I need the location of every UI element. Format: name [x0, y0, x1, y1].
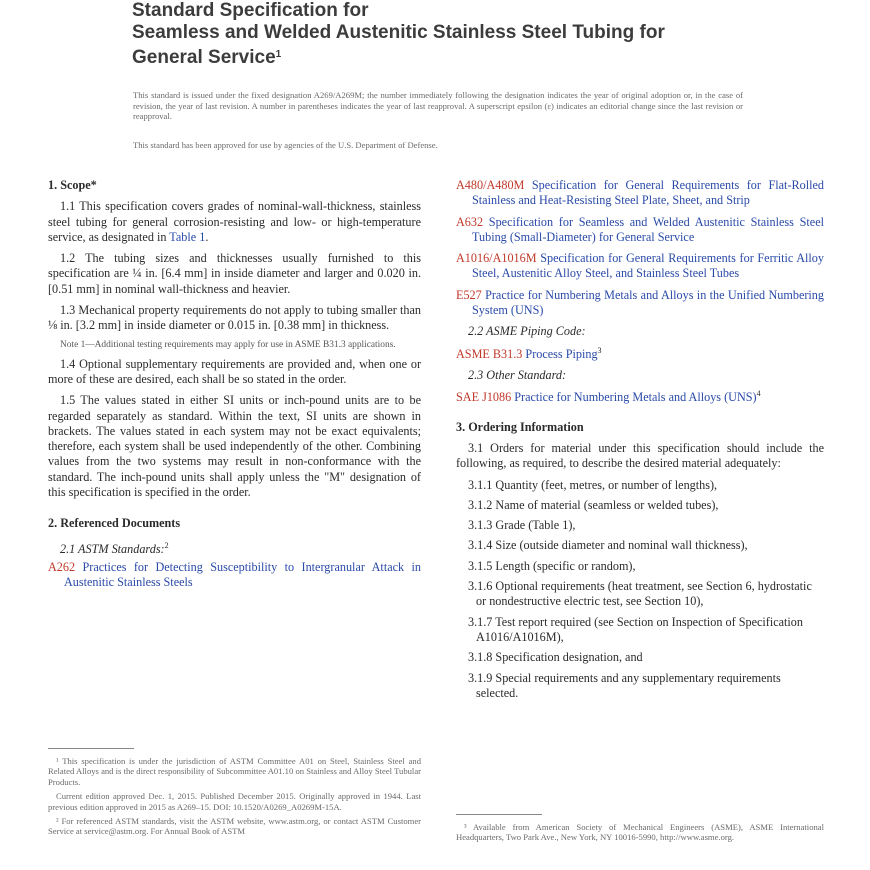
reference-title[interactable]: Practice for Numbering Metals and Alloys in the Unified Numbering System (UNS)	[472, 287, 824, 318]
para-1-3: 1.3 Mechanical property requirements do not apply to tubing smaller than ⅛ in. [3.2 mm] in inside diameter or 0.015 in. [0.38 mm] in thickness.	[48, 303, 421, 333]
para-1-4: 1.4 Optional supplementary requirements are provided and, when one or more of these are desired, each shall be so stated in the order.	[48, 356, 421, 386]
ordering-items	[456, 478, 824, 702]
reference-sae-j1086[interactable]: SAE J1086 Practice for Numbering Metals and Alloys (UNS)$^4$	[456, 389, 761, 405]
reference-code[interactable]: A1016/A1016M	[456, 251, 537, 266]
reference-title[interactable]: Practices for Detecting Susceptibility to Intergranular Attack in Austenitic Stainless Steels	[64, 560, 421, 590]
document-title	[132, 0, 832, 69]
reference-right-2[interactable]	[456, 251, 824, 282]
table-1-link[interactable]: Table 1	[169, 229, 206, 244]
ordering-item: 3.1.9 Special requirements and any supplementary requirements selected.	[468, 670, 781, 700]
title-line-3: General Service$^1$	[132, 47, 282, 68]
approval-notice: This standard has been approved for use by agencies of the U.S. Department of Defense.	[133, 140, 438, 150]
footnote-rule-left	[48, 748, 134, 749]
references-left	[48, 560, 421, 591]
title-line-1: Standard Specification for	[132, 0, 369, 21]
reference-code[interactable]: E527	[456, 287, 482, 302]
ordering-item: 3.1.6 Optional requirements (heat treatment, see Section 6, hydrostatic or nondestructive electric test, see Section 10),	[468, 579, 812, 609]
footnote: Current edition approved Dec. 1, 2015. Published December 2015. Originally approved in 1944. Last previous edition approved in 2015 as A269–15. DOI: 10.1520/A0269_A0269M-15A.	[48, 791, 421, 812]
reference-title[interactable]: Specification for Seamless and Welded Austenitic Stainless Steel Tubing (Small-Diameter) for General Service	[472, 214, 824, 244]
ordering-item: 3.1.3 Grade (Table 1),	[468, 518, 576, 533]
footnote: ² For referenced ASTM standards, visit the ASTM website, www.astm.org, or contact ASTM Customer Service at service@astm.org. For Annual Book of ASTM	[48, 816, 421, 837]
right-column	[456, 178, 824, 706]
title-line-2: Seamless and Welded Austenitic Stainless Steel Tubing for	[132, 22, 665, 43]
reference-right-3[interactable]	[456, 288, 824, 319]
footnote: ³ Available from American Society of Mechanical Engineers (ASME), ASME International Headquarters, Two Park Ave., New York, NY 10016-5990, http://www.asme.org.	[456, 822, 824, 843]
designation-notice: This standard is issued under the fixed designation A269/A269M; the number immediately following the designation indicates the year of original adoption or, in the case of revision, the year of last revision. A number in parentheses indicates the year of last reapproval. A superscript epsilon (ε) indicates an editorial change since the last revision or reapproval.	[133, 90, 743, 122]
ordering-item: 3.1.4 Size (outside diameter and nominal wall thickness),	[468, 538, 748, 553]
reference-code[interactable]: A262	[48, 560, 76, 574]
left-column	[48, 178, 421, 597]
reference-right-1[interactable]	[456, 215, 824, 246]
para-3-1: 3.1 Orders for material under this specification should include the following, as required, to describe the desired material adequately:	[456, 440, 824, 471]
ordering-item: 3.1.2 Name of material (seamless or welded tubes),	[468, 497, 719, 512]
ordering-item: 3.1.7 Test report required (see Section on Inspection of Specification A1016/A1016M),	[468, 614, 803, 644]
referenced-heading: 2. Referenced Documents	[48, 516, 181, 531]
title-footnote-mark: 1	[275, 49, 282, 60]
reference-code[interactable]: A632	[456, 214, 484, 229]
ordering-item: 3.1.1 Quantity (feet, metres, or number of lengths),	[468, 477, 718, 492]
footnotes-right	[456, 822, 824, 847]
other-standard-label: 2.3 Other Standard:	[468, 368, 567, 383]
reference-asme-b31-3[interactable]: ASME B31.3 Process Piping$^3$	[456, 345, 602, 361]
footnote: ¹ This specification is under the jurisdiction of ASTM Committee A01 on Steel, Stainless Steel and Related Alloys and is the direct responsibility of Subcommittee A01.10 on Stainless and Alloy Steel Tubular Products.	[48, 756, 421, 787]
references-right	[456, 178, 824, 318]
asme-label: 2.2 ASME Piping Code:	[468, 324, 586, 339]
ordering-heading: 3. Ordering Information	[456, 419, 584, 434]
reference-left-0[interactable]	[48, 560, 421, 591]
footnote-rule-right	[456, 814, 542, 815]
footnotes-left	[48, 756, 421, 841]
reference-code[interactable]: A480/A480M	[456, 178, 525, 192]
scope-heading: 1. Scope*	[48, 178, 97, 192]
para-1-1: 1.1 This specification covers grades of nominal-wall-thickness, stainless steel tubing for general corrosion-resisting and low- or high-temperature service, as designated in Table 1.	[48, 199, 421, 244]
para-1-5: 1.5 The values stated in either SI units or inch-pound units are to be regarded separately as standard. Within the text, SI units are shown in brackets. The values stated in each system may not be exact equivalents; therefore, each system shall be used independently of the other. Combining values from the two systems may result in non-conformance with the standard. The inch-pound units shall apply unless the "M" designation of this specification is specified in the order.	[48, 393, 421, 500]
ordering-item: 3.1.5 Length (specific or random),	[468, 558, 636, 573]
astm-standards-label: 2.1 ASTM Standards:$^2$	[60, 540, 169, 556]
reference-right-0[interactable]	[456, 178, 824, 209]
para-1-2: 1.2 The tubing sizes and thicknesses usually furnished to this specification are ¼ in. [6.4 mm] in inside diameter and larger and 0.020 in. [0.51 mm] in nominal wall-thickness and heavier.	[48, 251, 421, 296]
reference-title[interactable]: Specification for General Requirements for Flat-Rolled Stainless and Heat-Resisting Steel Plate, Sheet, and Strip	[472, 178, 824, 208]
reference-title[interactable]: Specification for General Requirements for Ferritic Alloy Steel, Austenitic Alloy Steel, and Stainless Steel Tubes	[472, 251, 824, 281]
ordering-item: 3.1.8 Specification designation, and	[468, 650, 643, 665]
note-1: Note 1—Additional testing requirements may apply for use in ASME B31.3 applications.	[60, 339, 396, 350]
